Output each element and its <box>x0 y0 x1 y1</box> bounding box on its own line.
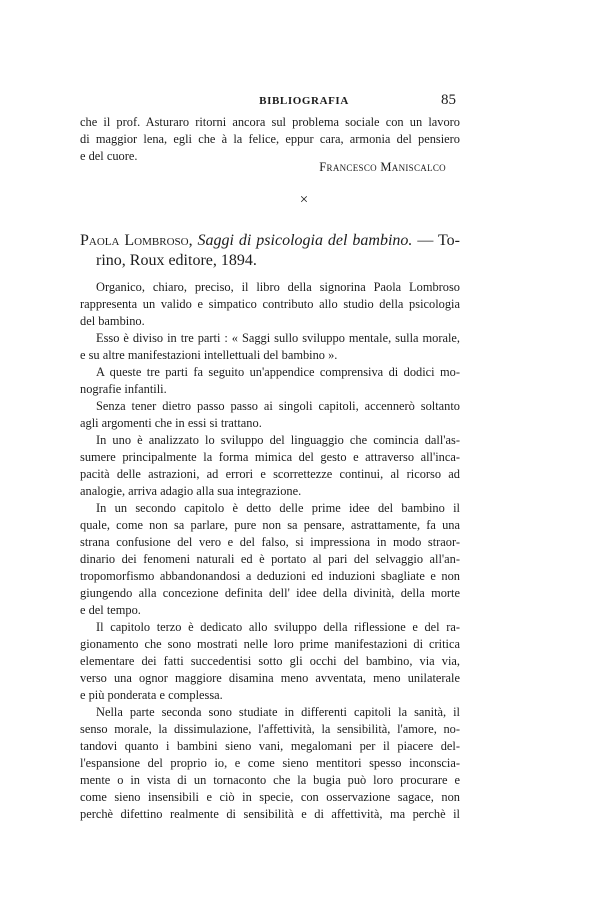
text-line: Il capitolo terzo è dedicato allo sviluppo della riflessione e del ra- <box>96 620 460 634</box>
book-author: Paola Lombroso, <box>80 232 193 249</box>
text-line: quale, come non sa parlare, pure non sa pensare, astrattamente, fa una <box>80 518 460 532</box>
review-title <box>80 230 460 252</box>
text-line: Nella parte seconda sono studiate in differenti capitoli la sanità, il <box>96 705 460 719</box>
text-line: Organico, chiaro, preciso, il libro della signorina Paola Lombroso <box>96 280 460 294</box>
text-line: pacità delle astrazioni, ad errori e scorrettezze continui, al ricorso ad <box>80 467 460 481</box>
reviewer-signature: Francesco Maniscalco <box>319 160 446 174</box>
text-line: che il prof. Asturaro ritorni ancora sul problema sociale con un lavoro <box>80 115 460 129</box>
text-line: agli argomenti che in essi si trattano. <box>80 416 262 430</box>
text-line: e più ponderata e complessa. <box>80 688 223 702</box>
text-line: nografie infantili. <box>80 382 167 396</box>
text-line: tandovi quanto i bambini sieno vani, megalomani per il piacere del- <box>80 739 460 753</box>
text-line: perchè difettino realmente di sensibilità e di affettività, ma perchè il <box>80 807 460 821</box>
text-line: elementare dei fatti succedentisi sotto gli occhi del bambino, via via, <box>80 654 460 668</box>
text-line: Esso è diviso in tre parti : « Saggi sullo sviluppo mentale, sulla morale, <box>96 331 460 345</box>
text-line: gionamento che sono mostrati nelle loro prime manifestazioni di critica <box>80 637 460 651</box>
page-number: 85 <box>441 92 456 108</box>
text-line: e del cuore. <box>80 149 138 163</box>
text-line: giungendo alla concezione definita dell' idee della divinità, della morte <box>80 586 460 600</box>
text-line: dinario dei fenomeni naturali ed è portato al pari del selvaggio all'an- <box>80 552 460 566</box>
text-line: del bambino. <box>80 314 145 328</box>
publisher-info-line: rino, Roux editore, 1894. <box>96 252 257 269</box>
running-header: BIBLIOGRAFIA <box>259 95 349 107</box>
text-line: mente o in vista di un tornaconto che la bugia può loro procurare e <box>80 773 460 787</box>
text-line: tropomorfismo abbandonandosi a deduzioni ed induzioni sbagliate e non <box>80 569 460 583</box>
text-line: l'espansione del proprio io, e come sieno mentitori spesso inconscia- <box>80 756 460 770</box>
publisher-info: — To- <box>417 232 460 249</box>
text-line: come sieno insensibili e ciò in specie, con osservazione sagace, non <box>80 790 460 804</box>
text-line: analogie, arriva adagio alla sua integrazione. <box>80 484 302 498</box>
text-line: A queste tre parti fa seguito un'appendice comprensiva di dodici mo- <box>96 365 460 379</box>
text-line: e su altre manifestazioni intellettuali del bambino ». <box>80 348 338 362</box>
text-line: In un secondo capitolo è detto delle prime idee del bambino il <box>96 501 460 515</box>
section-divider: × <box>299 192 309 208</box>
book-title: Saggi di psicologia del bambino. <box>197 232 413 249</box>
text-line: sumere principalmente la forma mimica del gesto e attraverso all'inca- <box>80 450 460 464</box>
text-line: rappresenta un valido e simpatico contributo allo studio della psicologia <box>80 297 460 311</box>
text-line: strana confusione del vero e del falso, si impressiona in modo straor- <box>80 535 460 549</box>
text-line: In uno è analizzato lo sviluppo del linguaggio che comincia dall'as- <box>96 433 460 447</box>
text-line: e del tempo. <box>80 603 141 617</box>
text-line: verso una ognor maggiore disamina meno avventata, meno unilaterale <box>80 671 460 685</box>
text-line: Senza tener dietro passo passo ai singoli capitoli, accennerò soltanto <box>96 399 460 413</box>
text-line: di maggior lena, egli che à la felice, eppur cara, armonia del pensiero <box>80 132 460 146</box>
text-line: senso morale, la dissimulazione, l'affettività, la sensibilità, l'amore, no- <box>80 722 460 736</box>
